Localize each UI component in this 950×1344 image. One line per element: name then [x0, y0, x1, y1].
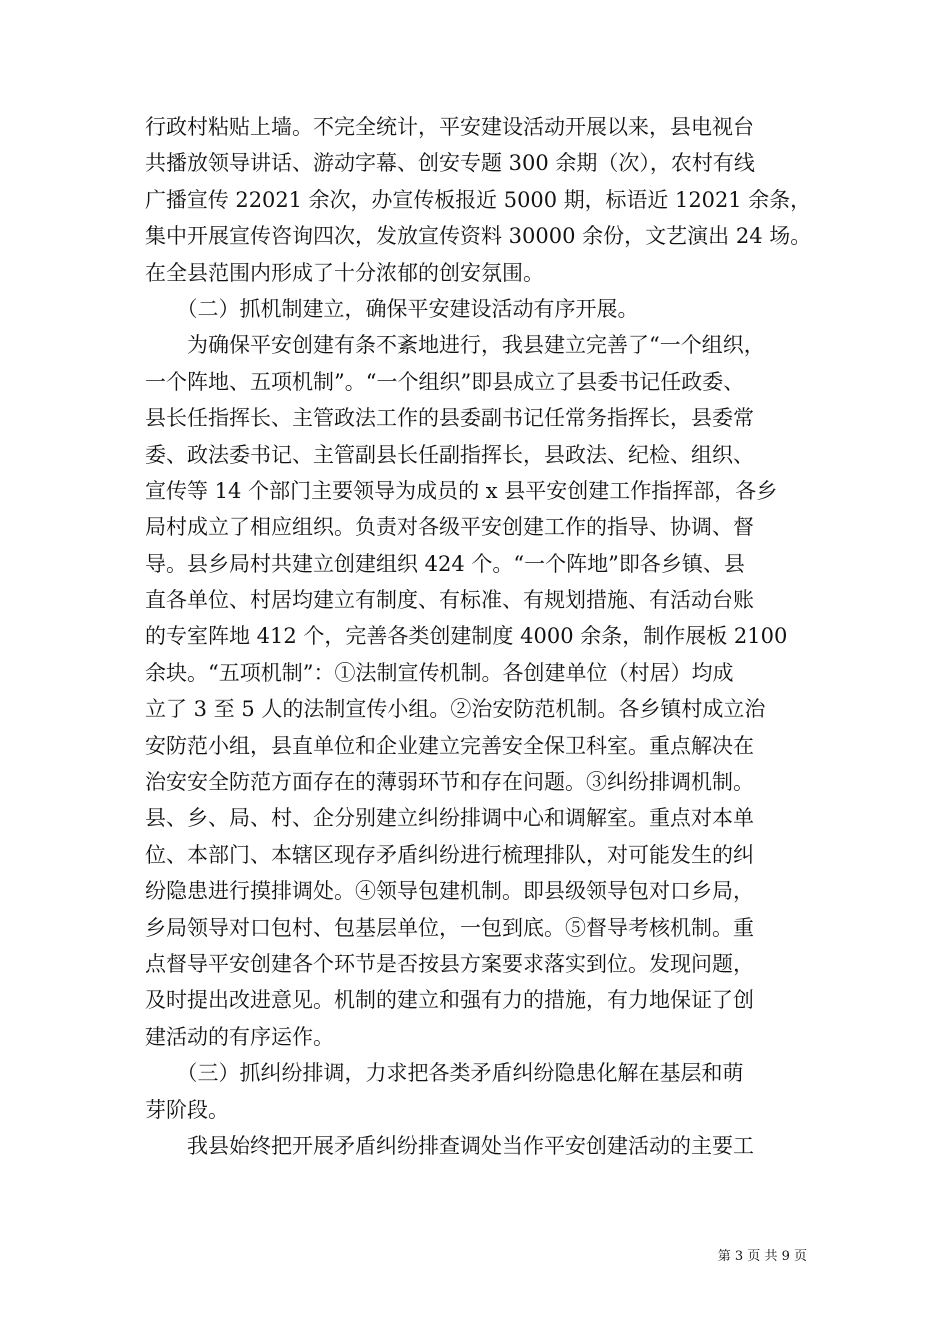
text-line: 广播宣传 22021 余次，办宣传板报近 5000 期，标语近 12021 余条，: [145, 187, 812, 212]
text-line: 共播放领导讲话、游动字幕、创安专题 300 余期（次），农村有线: [145, 151, 755, 176]
text-line: 委、政法委书记、主管副县长任副指挥长，县政法、纪检、组织、: [145, 442, 754, 467]
page-number: 第 3 页 共 9 页: [717, 1249, 807, 1264]
text-line: 集中开展宣传咨询四次，发放宣传资料 30000 余份，文艺演出 24 场。: [145, 224, 812, 249]
text-line: 我县始终把开展矛盾纠纷排查调处当作平安创建活动的主要工: [145, 1133, 754, 1158]
text-line: 为确保平安创建有条不紊地进行，我县建立完善了“一个组织，: [145, 333, 765, 358]
text-line: 芽阶段。: [145, 1097, 229, 1122]
text-line: 一个阵地、五项机制”。“一个组织”即县成立了县委书记任政委、: [145, 369, 745, 394]
text-line: 治安安全防范方面存在的薄弱环节和存在问题。③纠纷排调机制。: [145, 770, 754, 795]
body-text: [145, 109, 811, 1164]
text-line: 直各单位、村居均建立有制度、有标准、有规划措施、有活动台账: [145, 588, 754, 613]
text-line: 余块。“五项机制”：①法制宣传机制。各创建单位（村居）均成: [145, 660, 734, 685]
text-line: 县长任指挥长、主管政法工作的县委副书记任常务指挥长，县委常: [145, 406, 754, 431]
text-line: 点督导平安创建各个环节是否按县方案要求落实到位。发现问题，: [145, 951, 754, 976]
text-line: （三）抓纠纷排调，力求把各类矛盾纠纷隐患化解在基层和萌: [145, 1061, 744, 1086]
text-line: 导。县乡局村共建立创建组织 424 个。“一个阵地”即各乡镇、县: [145, 551, 745, 576]
text-line: 的专室阵地 412 个，完善各类创建制度 4000 余条，制作展板 2100: [145, 624, 788, 649]
text-line: 乡局领导对口包村、包基层单位，一包到底。⑤督导考核机制。重: [145, 915, 754, 940]
text-line: 局村成立了相应组织。负责对各级平安创建工作的指导、协调、督: [145, 515, 754, 540]
text-line: 县、乡、局、村、企分别建立纠纷排调中心和调解室。重点对本单: [145, 806, 754, 831]
text-line: （二）抓机制建立，确保平安建设活动有序开展。: [145, 296, 639, 321]
text-line: 在全县范围内形成了十分浓郁的创安氛围。: [145, 260, 544, 285]
text-line: 及时提出改进意见。机制的建立和强有力的措施，有力地保证了创: [145, 988, 754, 1013]
text-line: 位、本部门、本辖区现存矛盾纠纷进行梳理排队，对可能发生的纠: [145, 842, 754, 867]
text-line: 立了 3 至 5 人的法制宣传小组。②治安防范机制。各乡镇村成立治: [145, 697, 766, 722]
text-line: 纷隐患进行摸排调处。④领导包建机制。即县级领导包对口乡局，: [145, 879, 754, 904]
text-line: 建活动的有序运作。: [145, 1024, 334, 1049]
text-line: 宣传等 14 个部门主要领导为成员的 x 县平安创建工作指挥部，各乡: [145, 478, 778, 503]
text-line: 行政村粘贴上墙。不完全统计，平安建设活动开展以来，县电视台: [145, 115, 754, 139]
text-line: 安防范小组，县直单位和企业建立完善安全保卫科室。重点解决在: [145, 733, 754, 758]
